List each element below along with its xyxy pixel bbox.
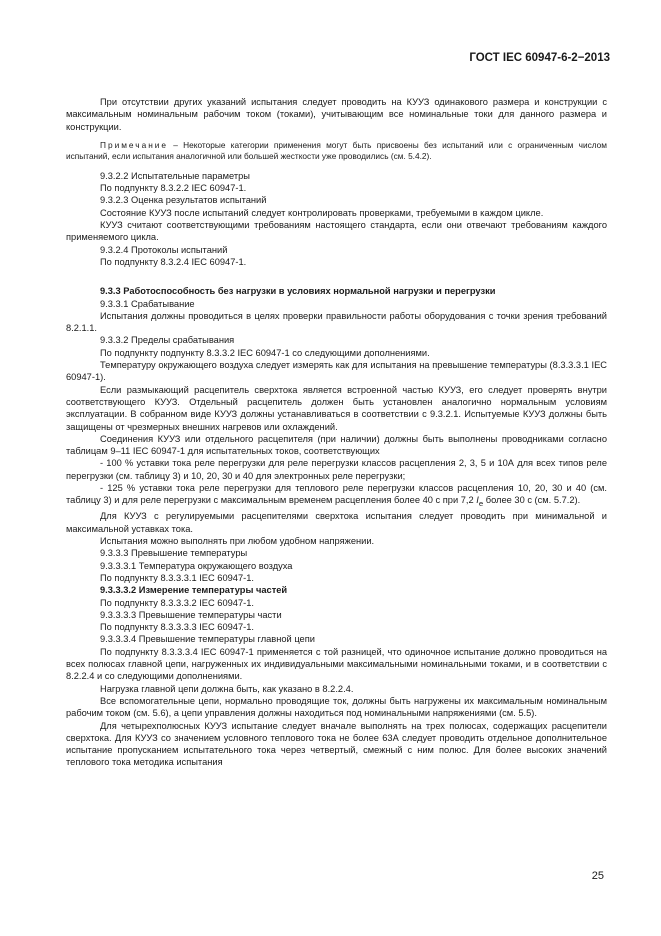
paragraph: Соединения КУУЗ или отдельного расцепителя (при наличии) должны быть выполнены проводниками согласно таблицам 9–11 IEC 60947-1 для испытательных токов, соответствующих xyxy=(66,433,607,457)
paragraph: Нагрузка главной цепи должна быть, как указано в 8.2.2.4. xyxy=(100,683,354,694)
paragraph: Все вспомогательные цепи, нормально проводящие ток, должны быть нагружены их максимальным номинальным рабочим током (см. 5.6), а цепи управления должны находиться под номинальными напряжениями (см. 5.5). xyxy=(66,695,607,719)
clause-heading: 9.3.3.3 Превышение температуры xyxy=(100,548,248,559)
page-number: 25 xyxy=(591,870,604,882)
paragraph: Для четырехполюсных КУУЗ испытание следует вначале выполнять на трех полюсах, содержащих расцепители сверхтока. Для КУУЗ со значением условного теплового тока не более 63А следует проводить отдельное дополнительное испытание пропусканием испытательного тока через четвертый, смежный с ним полюс. Для более высоких значений теплового тока методика испытания xyxy=(66,720,607,768)
list-item-text-end: более 30 с (см. 5.7.2). xyxy=(483,495,581,506)
paragraph: Состояние КУУЗ после испытаний следует контролировать проверками, требуемыми в каждом цикле. xyxy=(100,207,544,218)
clause-heading: 9.3.3.3.4 Превышение температуры главной цепи xyxy=(100,634,315,645)
paragraph: Если размыкающий расцепитель сверхтока является встроенной частью КУУЗ, его следует проверять внутри соответствующего КУУЗ. Отдельный расцепитель должен быть установлен аналогично нормальным условиям эксплуатации. В собранном виде КУУЗ должны устанавливаться в соответствии с 9.3.2.1. Испытуемые КУУЗ должны быть защищены от чрезмерных внешних нагревов или охлаждений. xyxy=(66,384,607,432)
clause-heading: 9.3.3.3.1 Температура окружающего воздуха xyxy=(100,560,293,571)
paragraph: По подпункту 8.3.3.3.3 IEC 60947-1. xyxy=(100,622,254,633)
note-text: – Некоторые категории применения могут быть присвоены без испытаний или с ограниченным числом испытаний, если испытания аналогичной или большей жесткости уже проводились (см. 5.4.2). xyxy=(66,139,607,161)
note-label: Примечание xyxy=(100,139,169,150)
list-item: - 100 % уставки тока реле перегрузки для реле перегрузки классов расцепления 2, 3, 5 и 10А для всех типов реле перегрузки (см. таблицу 3) и 10, 20, 30 и 40 для электронных реле перегрузки; xyxy=(66,458,607,481)
clause-heading: 9.3.3.2 Пределы срабатывания xyxy=(100,335,235,346)
note xyxy=(66,140,607,162)
clause-heading: 9.3.2.2 Испытательные параметры xyxy=(100,170,250,181)
paragraph: По подпункту 8.3.2.4 IEC 60947-1. xyxy=(100,256,247,267)
paragraph: По подпункту 8.3.3.3.1 IEC 60947-1. xyxy=(100,572,254,583)
paragraph: По подпункту 8.3.2.2 IEC 60947-1. xyxy=(100,183,247,194)
paragraph: Для КУУЗ с регулируемыми расцепителями сверхтока испытания следует проводить при минимальной и максимальной уставках тока. xyxy=(66,511,607,534)
list-item xyxy=(66,482,607,510)
paragraph: По подпункту 8.3.3.3.2 IEC 60947-1. xyxy=(100,597,254,608)
paragraph: Температуру окружающего воздуха следует измерять как для испытания на превышение температуры (8.3.3.3.1 IEC 60947-1). xyxy=(66,360,607,383)
paragraph: КУУЗ считают соответствующими требованиям настоящего стандарта, если они отвечают требованиям каждого применяемого цикла. xyxy=(66,220,607,243)
paragraph: По подпункту подпункту 8.3.3.2 IEC 60947-1 со следующими дополнениями. xyxy=(100,347,430,358)
list-item-text: - 125 % уставки тока реле перегрузки для теплового реле перегрузки классов расцепления 10, 20, 30 и 40 (см. таблицу 3) и для реле перегрузки с максимальным временем расцепления более 40 с при 7,2 xyxy=(66,483,607,506)
document-code-header: ГОСТ IEC 60947-6-2−2013 xyxy=(469,52,610,64)
section-heading: 9.3.3 Работоспособность без нагрузки в условиях нормальной нагрузки и перегрузки xyxy=(100,286,496,297)
paragraph: Испытания можно выполнять при любом удобном напряжении. xyxy=(100,536,375,547)
current-symbol: I xyxy=(476,495,479,506)
clause-heading-bold: 9.3.3.3.2 Измерение температуры частей xyxy=(100,585,288,596)
page-body xyxy=(66,96,607,769)
clause-heading: 9.3.2.3 Оценка результатов испытаний xyxy=(100,195,267,206)
paragraph: По подпункту 8.3.3.3.4 IEC 60947-1 применяется с той разницей, что одиночное испытание должно проводиться на всех полюсах главной цепи, нагруженных их индивидуальными максимальными номинальными токами, и в соответствии с 8.2.2.4 и со следующими дополнениями. xyxy=(66,646,607,682)
clause-heading: 9.3.2.4 Протоколы испытаний xyxy=(100,244,228,255)
current-subscript: e xyxy=(478,499,484,509)
paragraph: При отсутствии других указаний испытания следует проводить на КУУЗ одинакового размера и конструкции с максимальным номинальным рабочим током (токами), учитывающим все номинальные токи для данного размера и конструкции. xyxy=(66,97,607,132)
clause-heading: 9.3.3.3.3 Превышение температуры части xyxy=(100,609,282,620)
paragraph: Испытания должны проводиться в целях проверки правильности работы оборудования с точки зрения требований 8.2.1.1. xyxy=(66,310,607,334)
clause-heading: 9.3.3.1 Срабатывание xyxy=(100,298,195,309)
